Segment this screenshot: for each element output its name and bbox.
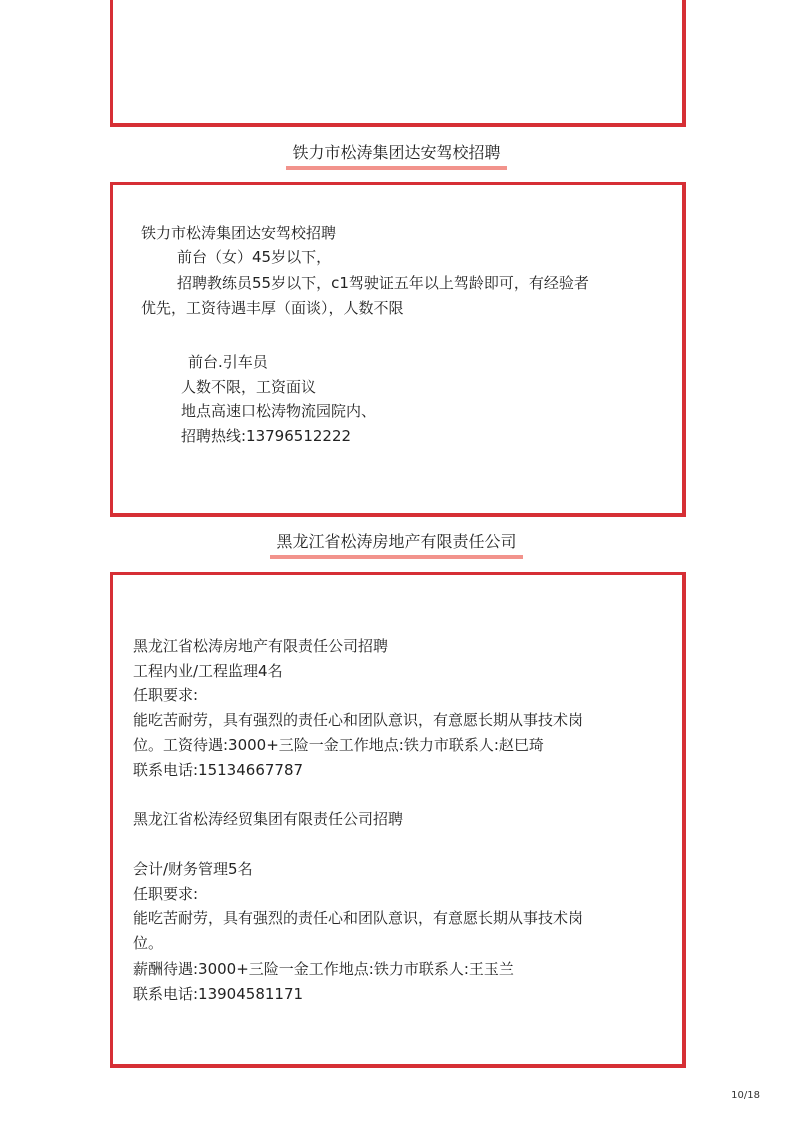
section-title: 黑龙江省松涛房地产有限责任公司 bbox=[270, 532, 522, 559]
page-number: 10/18 bbox=[731, 1090, 760, 1101]
text-line: 地点高速口松涛物流园院内、 bbox=[181, 402, 377, 420]
text-line: 黑龙江省松涛房地产有限责任公司招聘 bbox=[133, 637, 389, 655]
text-line: 工程内业/工程监理4名 bbox=[133, 662, 283, 680]
text-line: 能吃苦耐劳，具有强烈的责任心和团队意识，有意愿长期从事技术岗 bbox=[133, 711, 584, 729]
text-line: 位。 bbox=[133, 934, 164, 952]
previous-section-box bbox=[110, 0, 686, 127]
text-line: 联系电话:13904581171 bbox=[133, 985, 304, 1003]
text-line: 前台（女）45岁以下， bbox=[177, 248, 332, 266]
real-estate-box bbox=[110, 572, 686, 1068]
text-line: 黑龙江省松涛经贸集团有限责任公司招聘 bbox=[133, 810, 404, 828]
text-line: 位。工资待遇:3000+三险一金工作地点:铁力市联系人:赵巳琦 bbox=[133, 736, 544, 754]
text-line: 铁力市松涛集团达安驾校招聘 bbox=[141, 224, 337, 242]
text-line: 前台.引车员 bbox=[188, 353, 268, 371]
text-line: 优先，工资待遇丰厚（面谈），人数不限 bbox=[141, 299, 404, 317]
text-line: 薪酬待遇:3000+三险一金工作地点:铁力市联系人:王玉兰 bbox=[133, 960, 514, 978]
section-title: 铁力市松涛集团达安驾校招聘 bbox=[286, 143, 506, 170]
text-line: 能吃苦耐劳，具有强烈的责任心和团队意识，有意愿长期从事技术岗 bbox=[133, 909, 584, 927]
text-line: 人数不限，工资面议 bbox=[181, 378, 317, 396]
text-line: 招聘教练员55岁以下，c1驾驶证五年以上驾龄即可，有经验者 bbox=[177, 274, 589, 292]
text-line: 任职要求: bbox=[133, 885, 199, 903]
section-heading-driving-school bbox=[0, 143, 793, 170]
text-line: 会计/财务管理5名 bbox=[133, 860, 253, 878]
driving-school-box bbox=[110, 182, 686, 517]
text-line: 联系电话:15134667787 bbox=[133, 761, 304, 779]
text-line: 任职要求: bbox=[133, 686, 199, 704]
section-heading-real-estate bbox=[0, 532, 793, 559]
text-line: 招聘热线:13796512222 bbox=[181, 427, 352, 445]
